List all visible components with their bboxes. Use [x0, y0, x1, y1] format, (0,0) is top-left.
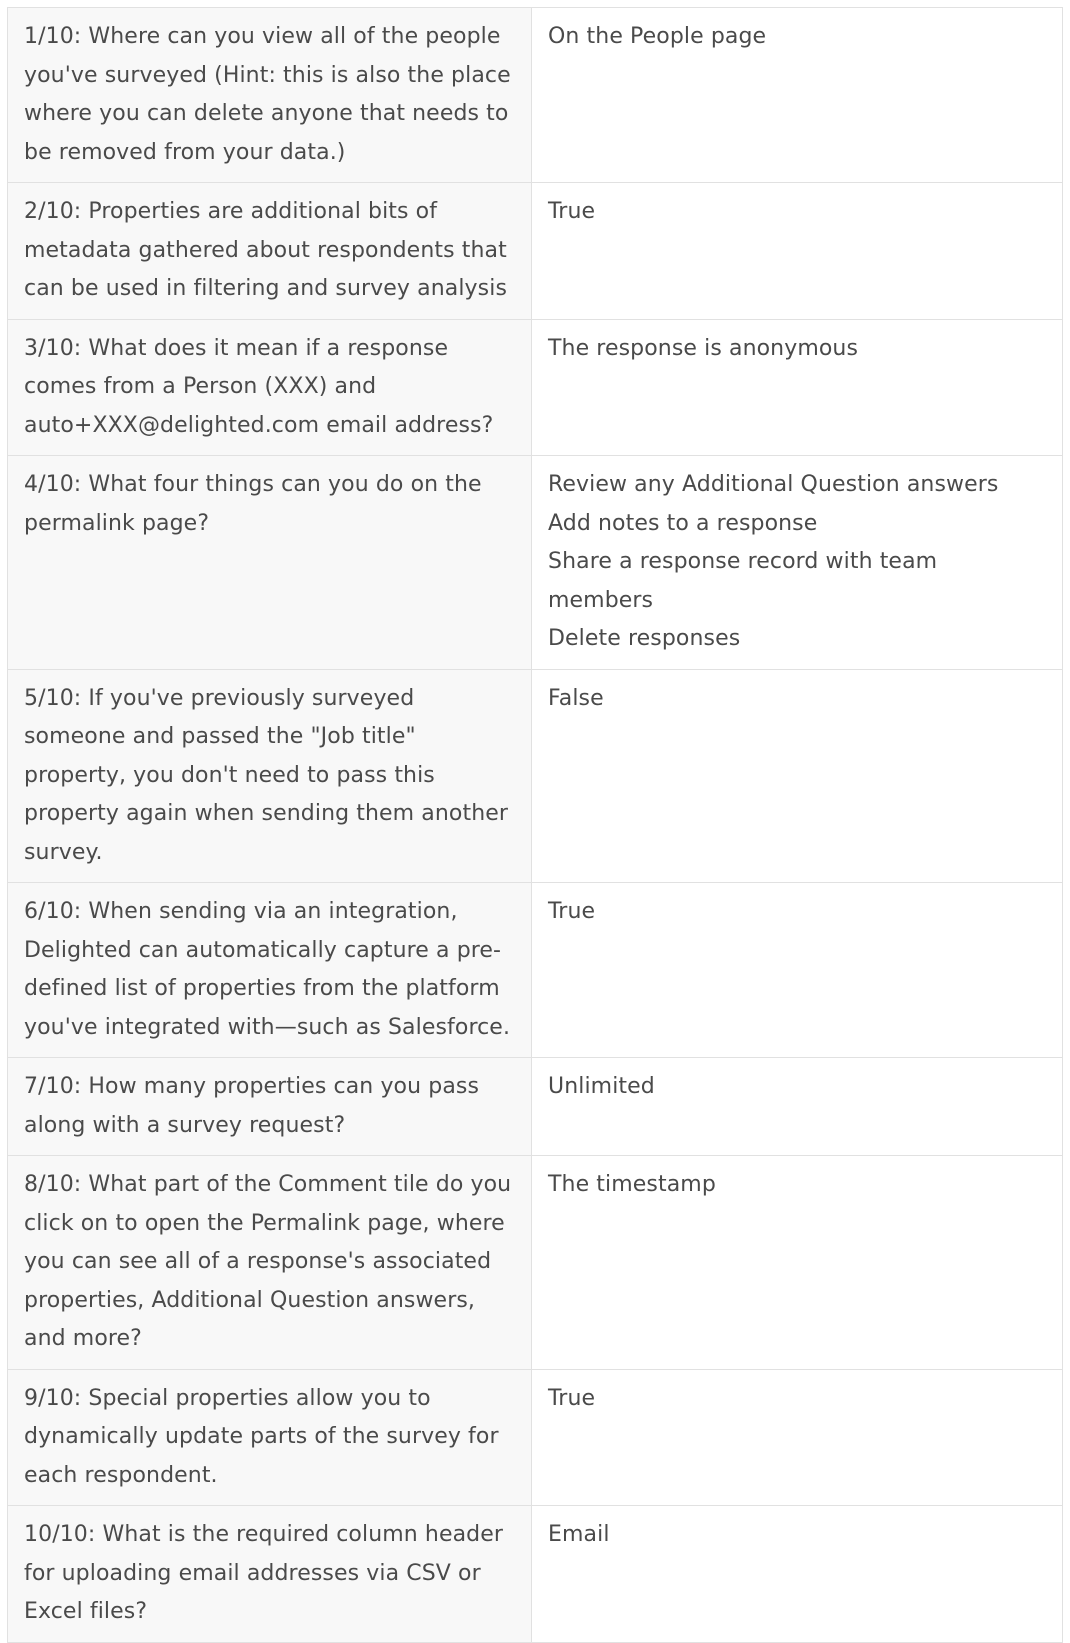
question-cell: 9/10: Special properties allow you to dynamically update parts of the survey for each respondent.: [8, 1369, 532, 1506]
answer-cell: [532, 1058, 1063, 1156]
answer-text: Unlimited: [548, 1074, 655, 1099]
answer-text: The response is anonymous: [548, 335, 859, 361]
table-row: [8, 883, 1063, 1058]
answer-text: True: [548, 199, 596, 224]
answer-text: Review any Additional Question answers: [548, 472, 999, 497]
answer-text: True: [548, 1385, 596, 1411]
question-cell: 2/10: Properties are additional bits of metadata gathered about respondents that can be used in filtering and survey analysis: [8, 183, 532, 320]
answer-text: Delete responses: [548, 626, 741, 651]
answer-text: Share a response record with team members: [548, 549, 938, 613]
table-row: [8, 456, 1063, 670]
answer-cell: [532, 319, 1063, 456]
table-row: [8, 183, 1063, 320]
question-cell: 8/10: What part of the Comment tile do you click on to open the Permalink page, where you can see all of a response's associated properties, Additional Question answers, and more?: [8, 1156, 532, 1370]
table-row: [8, 1058, 1063, 1156]
answer-text: True: [548, 899, 596, 924]
answer-text: Email: [548, 1522, 610, 1547]
answer-text: Add notes to a response: [548, 510, 818, 536]
quiz-answers-table: [7, 7, 1063, 1643]
answer-text: False: [548, 685, 604, 711]
answer-cell: [532, 669, 1063, 883]
table-row: [8, 1156, 1063, 1370]
question-cell: 4/10: What four things can you do on the permalink page?: [8, 456, 532, 670]
question-cell: 7/10: How many properties can you pass along with a survey request?: [8, 1058, 532, 1156]
question-cell: 5/10: If you've previously surveyed someone and passed the "Job title" property, you don't need to pass this property again when sending them another survey.: [8, 669, 532, 883]
table-row: [8, 669, 1063, 883]
question-cell: 6/10: When sending via an integration, Delighted can automatically capture a pre-defined list of properties from the platform you've integrated with—such as Salesforce.: [8, 883, 532, 1058]
answer-cell: [532, 1506, 1063, 1643]
table-row: [8, 8, 1063, 183]
question-cell: 10/10: What is the required column header for uploading email addresses via CSV or Excel files?: [8, 1506, 532, 1643]
answer-cell: [532, 8, 1063, 183]
question-cell: 3/10: What does it mean if a response comes from a Person (XXX) and auto+XXX@delighted.com email address?: [8, 319, 532, 456]
quiz-table-body: [8, 8, 1063, 1643]
answer-text: The timestamp: [548, 1172, 716, 1197]
table-row: [8, 1369, 1063, 1506]
answer-cell: [532, 1369, 1063, 1506]
question-cell: 1/10: Where can you view all of the people you've surveyed (Hint: this is also the place where you can delete anyone that needs to be removed from your data.): [8, 8, 532, 183]
answer-cell: [532, 883, 1063, 1058]
answer-cell: [532, 456, 1063, 670]
table-row: [8, 1506, 1063, 1643]
answer-cell: [532, 183, 1063, 320]
answer-cell: [532, 1156, 1063, 1370]
answer-text: On the People page: [548, 24, 767, 49]
table-row: [8, 319, 1063, 456]
